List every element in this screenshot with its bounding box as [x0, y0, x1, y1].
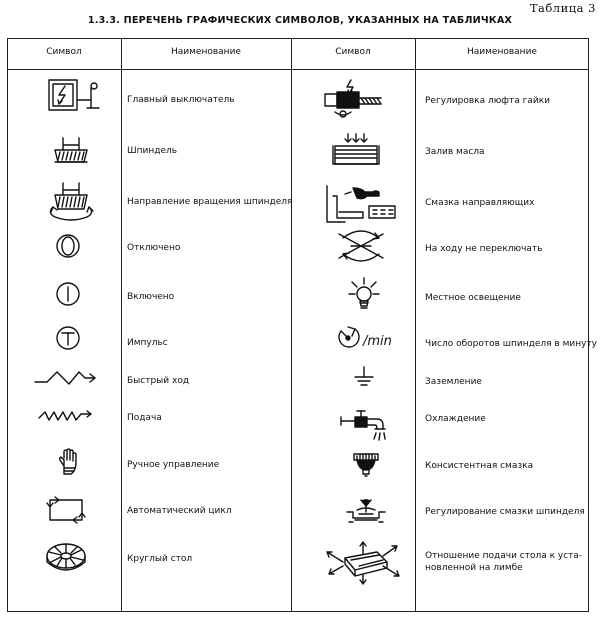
name-spindle-rpm: Число оборотов шпинделя в минуту — [425, 339, 598, 349]
rpm-unit-label: /min — [363, 334, 392, 349]
column-divider — [291, 38, 292, 612]
name-impulse: Импульс — [127, 338, 168, 348]
name-off: Отключено — [127, 243, 181, 253]
table-feed-ratio-icon — [323, 538, 403, 586]
nut-backlash-icon — [323, 78, 383, 118]
local-lighting-icon — [347, 276, 381, 312]
impulse-icon — [55, 325, 81, 351]
name-table-feed-ratio: Отношение подачи стола к уста- новленной на лимбе — [425, 551, 583, 573]
name-spindle-lube-adjust: Регулирование смазки шпинделя — [425, 507, 585, 517]
off-icon — [55, 232, 81, 260]
name-grease: Консистентная смазка — [425, 461, 534, 471]
header-symbol-right: Символ — [335, 47, 371, 57]
symbols-table — [7, 38, 598, 612]
name-automatic-cycle: Автоматический цикл — [127, 506, 232, 516]
name-feed: Подача — [127, 413, 162, 423]
name-coolant: Охлаждение — [425, 414, 486, 424]
table-label: Таблица 3 — [529, 1, 596, 15]
header-name-left: Наименование — [171, 47, 241, 57]
name-on: Включено — [127, 292, 175, 302]
spindle-lube-adjust-icon — [343, 496, 389, 526]
no-switch-icon — [331, 226, 391, 266]
coolant-icon — [337, 403, 387, 443]
oil-fill-icon — [331, 132, 381, 168]
feed-icon — [37, 408, 93, 424]
rapid-traverse-icon — [33, 368, 97, 386]
name-rapid-traverse: Быстрый ход — [127, 376, 190, 386]
name-spindle-rotation: Направление вращения шпинделя — [127, 197, 293, 207]
name-manual-control: Ручное управление — [127, 460, 220, 470]
name-ground: Заземление — [425, 377, 482, 387]
name-local-lighting: Местное освещение — [425, 293, 521, 303]
column-divider — [415, 38, 416, 612]
main-switch-icon — [47, 78, 103, 112]
header-name-right: Наименование — [467, 47, 537, 57]
automatic-cycle-icon — [45, 495, 87, 525]
manual-control-icon — [57, 446, 81, 478]
column-divider — [121, 38, 122, 612]
name-main-switch: Главный выключатель — [127, 95, 235, 105]
table-frame — [7, 38, 589, 612]
spindle-rpm-icon — [333, 323, 413, 353]
name-guide-lubrication: Смазка направляющих — [425, 198, 535, 208]
round-table-icon — [43, 538, 89, 578]
header-symbol-left: Символ — [46, 47, 82, 57]
spindle-rotation-icon — [43, 181, 99, 223]
name-no-switch: На ходу не переключать — [425, 244, 543, 254]
page-title: 1.3.3. ПЕРЕЧЕНЬ ГРАФИЧЕСКИХ СИМВОЛОВ, УКАЗАННЫХ НА ТАБЛИЧКАХ — [87, 15, 513, 26]
name-spindle: Шпиндель — [127, 146, 178, 156]
name-oil-fill: Залив масла — [425, 147, 485, 157]
grease-icon — [351, 450, 381, 480]
ground-icon — [353, 365, 375, 389]
name-round-table: Круглый стол — [127, 554, 193, 564]
guide-lubrication-icon — [325, 184, 401, 224]
spindle-icon — [51, 136, 91, 166]
name-nut-backlash: Регулировка люфта гайки — [425, 96, 550, 106]
on-icon — [55, 281, 81, 307]
header-divider — [7, 69, 589, 70]
